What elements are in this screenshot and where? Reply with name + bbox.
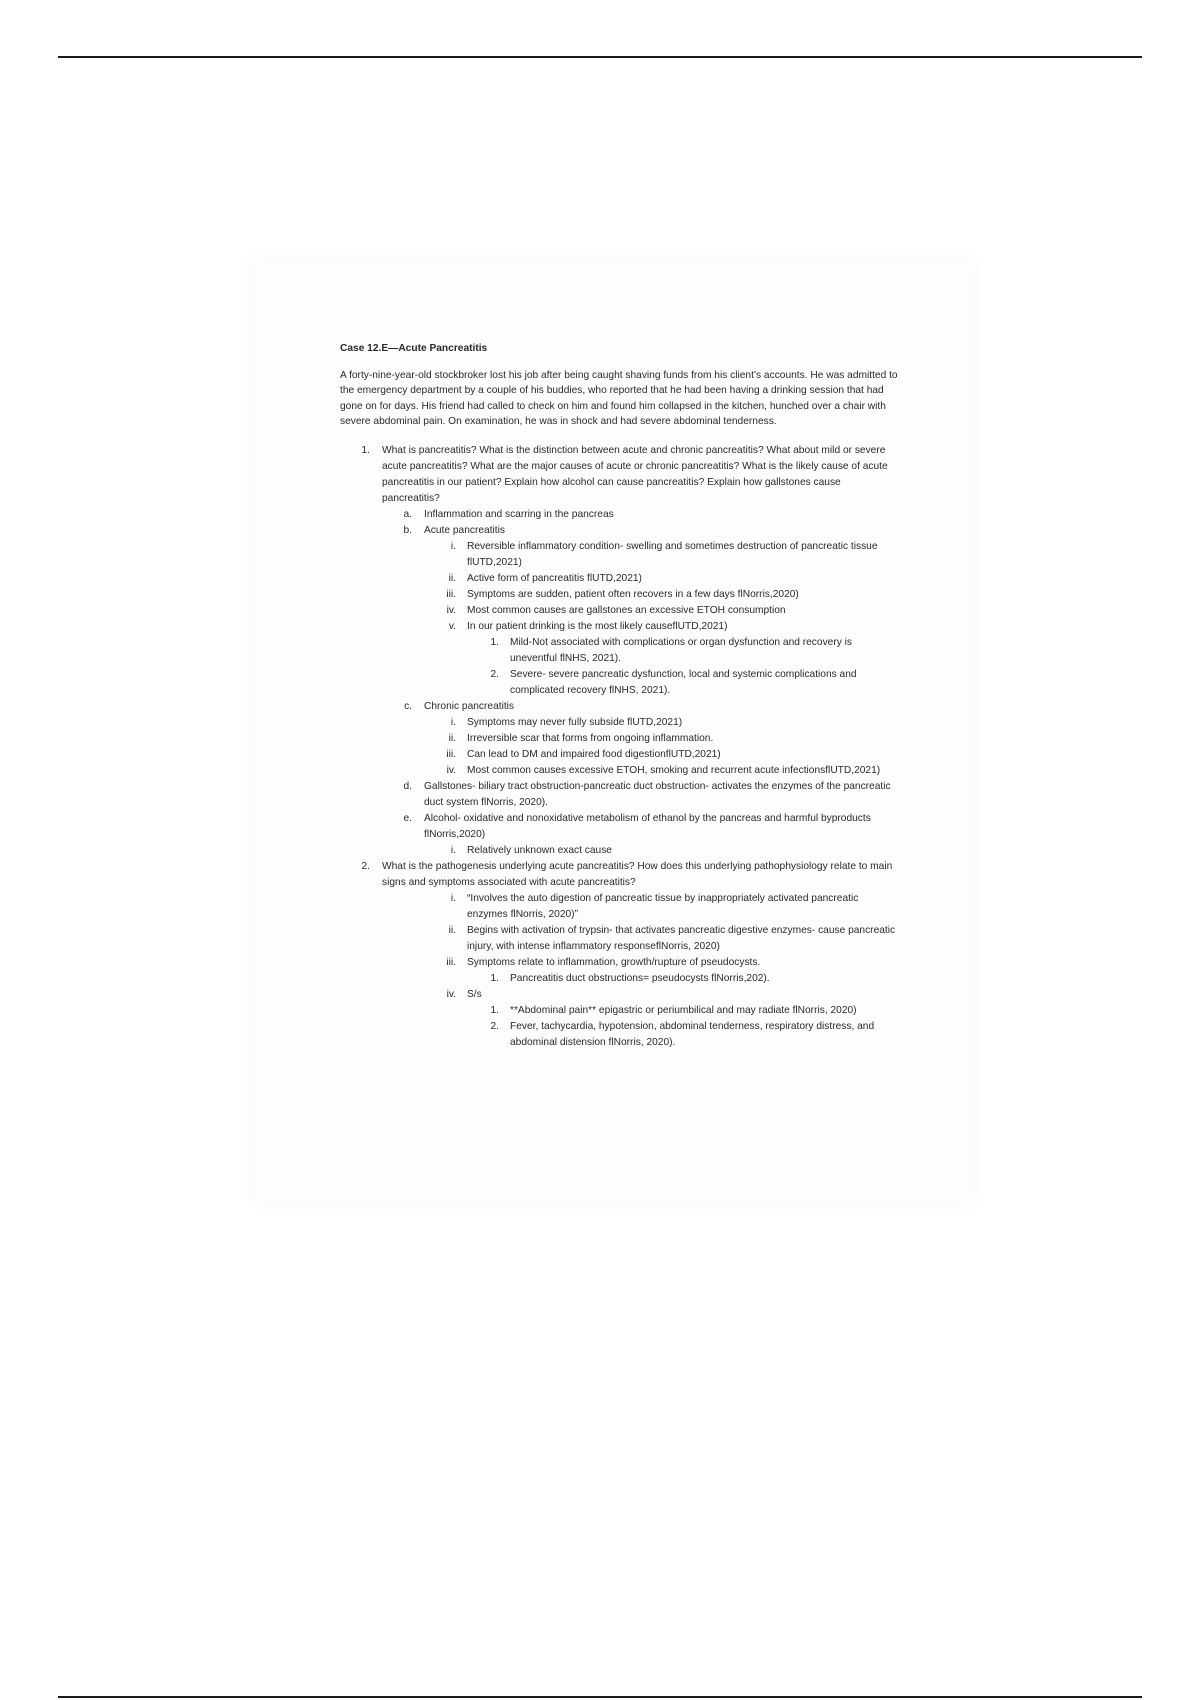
outline-text: Chronic pancreatitis: [424, 700, 515, 712]
outline-marker: d.: [403, 780, 412, 792]
bottom-rule: [58, 1696, 1142, 1698]
outline-marker: ii.: [448, 572, 456, 584]
outline-item-level-3: [340, 955, 900, 971]
outline-marker: 2.: [490, 1020, 499, 1032]
outline-item-level-3: [340, 987, 900, 1003]
outline-marker: ii.: [448, 924, 456, 936]
outline-marker: v.: [448, 620, 456, 632]
outline-item-level-1: [340, 859, 900, 891]
outline-marker: iv.: [446, 604, 456, 616]
outline-marker: iii.: [446, 588, 456, 600]
outline-item-level-3: [340, 587, 900, 603]
outline-item-level-4: [340, 635, 900, 667]
outline-text: Most common causes are gallstones an excessive ETOH consumption: [467, 604, 786, 616]
outline-marker: i.: [450, 716, 456, 728]
outline-marker: a.: [403, 508, 412, 520]
outline-item-level-3: [340, 715, 900, 731]
outline-item-level-3: [340, 763, 900, 779]
outline-item-level-3: [340, 731, 900, 747]
outline-text: What is pancreatitis? What is the distinction between acute and chronic pancreatitis? What about mild or severe acute pancreatitis? What are the major causes of acute or chronic pancreatitis? What is the likely cause of acute pancreatitis in our patient? Explain how alcohol can cause pancreatitis? Explain how gallstones cause pancreatitis?: [382, 444, 888, 504]
outline-item-level-3: [340, 619, 900, 635]
outline-marker: 2.: [361, 860, 370, 872]
outline-text: Acute pancreatitis: [424, 524, 505, 536]
outline-marker: iv.: [446, 988, 456, 1000]
outline-marker: 2.: [490, 668, 499, 680]
case-title: Case 12.E—Acute Pancreatitis: [340, 343, 488, 354]
outline-text: Mild-Not associated with complications or organ dysfunction and recovery is uneventful flNHS, 2021).: [510, 636, 853, 664]
outline-text: Symptoms are sudden, patient often recovers in a few days flNorris,2020): [467, 588, 799, 600]
outline-text: Active form of pancreatitis flUTD,2021): [467, 572, 642, 584]
case-intro-paragraph: A forty-nine-year-old stockbroker lost his job after being caught shaving funds from his client’s accounts. He was admitted to the emergency department by a couple of his buddies, who reported that he had been having a drinking session that had gone on for days. His friend had called to check on him and found him collapsed in the kitchen, hunched over a chair with severe abdominal pain. On examination, he was in shock and had severe abdominal tenderness.: [340, 370, 898, 428]
outline-marker: i.: [450, 844, 456, 856]
outline-item-level-2: [340, 507, 900, 523]
outline-text: **Abdominal pain** epigastric or periumbilical and may radiate flNorris, 2020): [510, 1004, 857, 1016]
outline-text: Begins with activation of trypsin- that activates pancreatic digestive enzymes- cause pancreatic injury, with intense inflammatory responseflNorris, 2020): [467, 924, 896, 952]
outline-item-level-3: [340, 843, 900, 859]
top-rule: [58, 56, 1142, 58]
outline-item-level-3: [340, 539, 900, 571]
outline-item-level-3: [340, 603, 900, 619]
outline-item-level-4: [340, 1003, 900, 1019]
outline-marker: iv.: [446, 764, 456, 776]
outline-text: S/s: [467, 988, 482, 1000]
outline-item-level-4: [340, 971, 900, 987]
outline-marker: iii.: [446, 956, 456, 968]
outline-marker: i.: [450, 540, 456, 552]
outline-marker: 1.: [361, 444, 370, 456]
outline-item-level-2: [340, 523, 900, 539]
outline-text: Symptoms relate to inflammation, growth/rupture of pseudocysts.: [467, 956, 761, 968]
outline-text: Most common causes excessive ETOH, smoking and recurrent acute infectionsflUTD,2021): [467, 764, 881, 776]
outline-text: Alcohol- oxidative and nonoxidative metabolism of ethanol by the pancreas and harmful byproducts flNorris,2020): [424, 812, 871, 840]
outline-text: Gallstones- biliary tract obstruction-pancreatic duct obstruction- activates the enzymes of the pancreatic duct system flNorris, 2020).: [424, 780, 891, 808]
outline-text: Irreversible scar that forms from ongoing inflammation.: [467, 732, 714, 744]
outline-marker: iii.: [446, 748, 456, 760]
question-list: [340, 443, 900, 1051]
outline-marker: 1.: [490, 972, 499, 984]
outline-text: In our patient drinking is the most likely causeflUTD,2021): [467, 620, 728, 632]
outline-text: Severe- severe pancreatic dysfunction, local and systemic complications and complicated recovery flNHS, 2021).: [510, 668, 857, 696]
outline-item-level-3: [340, 923, 900, 955]
outline-text: Relatively unknown exact cause: [467, 844, 612, 856]
outline-text: “Involves the auto digestion of pancreatic tissue by inappropriately activated pancreatic enzymes flNorris, 2020)”: [467, 892, 859, 920]
outline-text: Fever, tachycardia, hypotension, abdominal tenderness, respiratory distress, and abdominal distension flNorris, 2020).: [510, 1020, 875, 1048]
outline-item-level-4: [340, 667, 900, 699]
outline-text: What is the pathogenesis underlying acute pancreatitis? How does this underlying pathophysiology relate to main signs and symptoms associated with acute pancreatitis?: [382, 860, 893, 888]
outline-item-level-4: [340, 1019, 900, 1051]
outline-marker: e.: [403, 812, 412, 824]
outline-marker: 1.: [490, 1004, 499, 1016]
outline-text: Can lead to DM and impaired food digestionflUTD,2021): [467, 748, 721, 760]
outline-item-level-2: [340, 779, 900, 811]
outline-text: Pancreatitis duct obstructions= pseudocysts flNorris,202).: [510, 972, 770, 984]
outline-text: Symptoms may never fully subside flUTD,2021): [467, 716, 683, 728]
outline-marker: i.: [450, 892, 456, 904]
outline-marker: 1.: [490, 636, 499, 648]
outline-item-level-3: [340, 891, 900, 923]
outline-item-level-2: [340, 811, 900, 843]
outline-marker: ii.: [448, 732, 456, 744]
outline-item-level-2: [340, 699, 900, 715]
outline-marker: b.: [403, 524, 412, 536]
outline-item-level-3: [340, 747, 900, 763]
outline-text: Inflammation and scarring in the pancreas: [424, 508, 614, 520]
outline-text: Reversible inflammatory condition- swelling and sometimes destruction of pancreatic tissue flUTD,2021): [467, 540, 878, 568]
outline-marker: c.: [404, 700, 412, 712]
document-body: [340, 341, 900, 1051]
outline-item-level-1: [340, 443, 900, 507]
outline-item-level-3: [340, 571, 900, 587]
